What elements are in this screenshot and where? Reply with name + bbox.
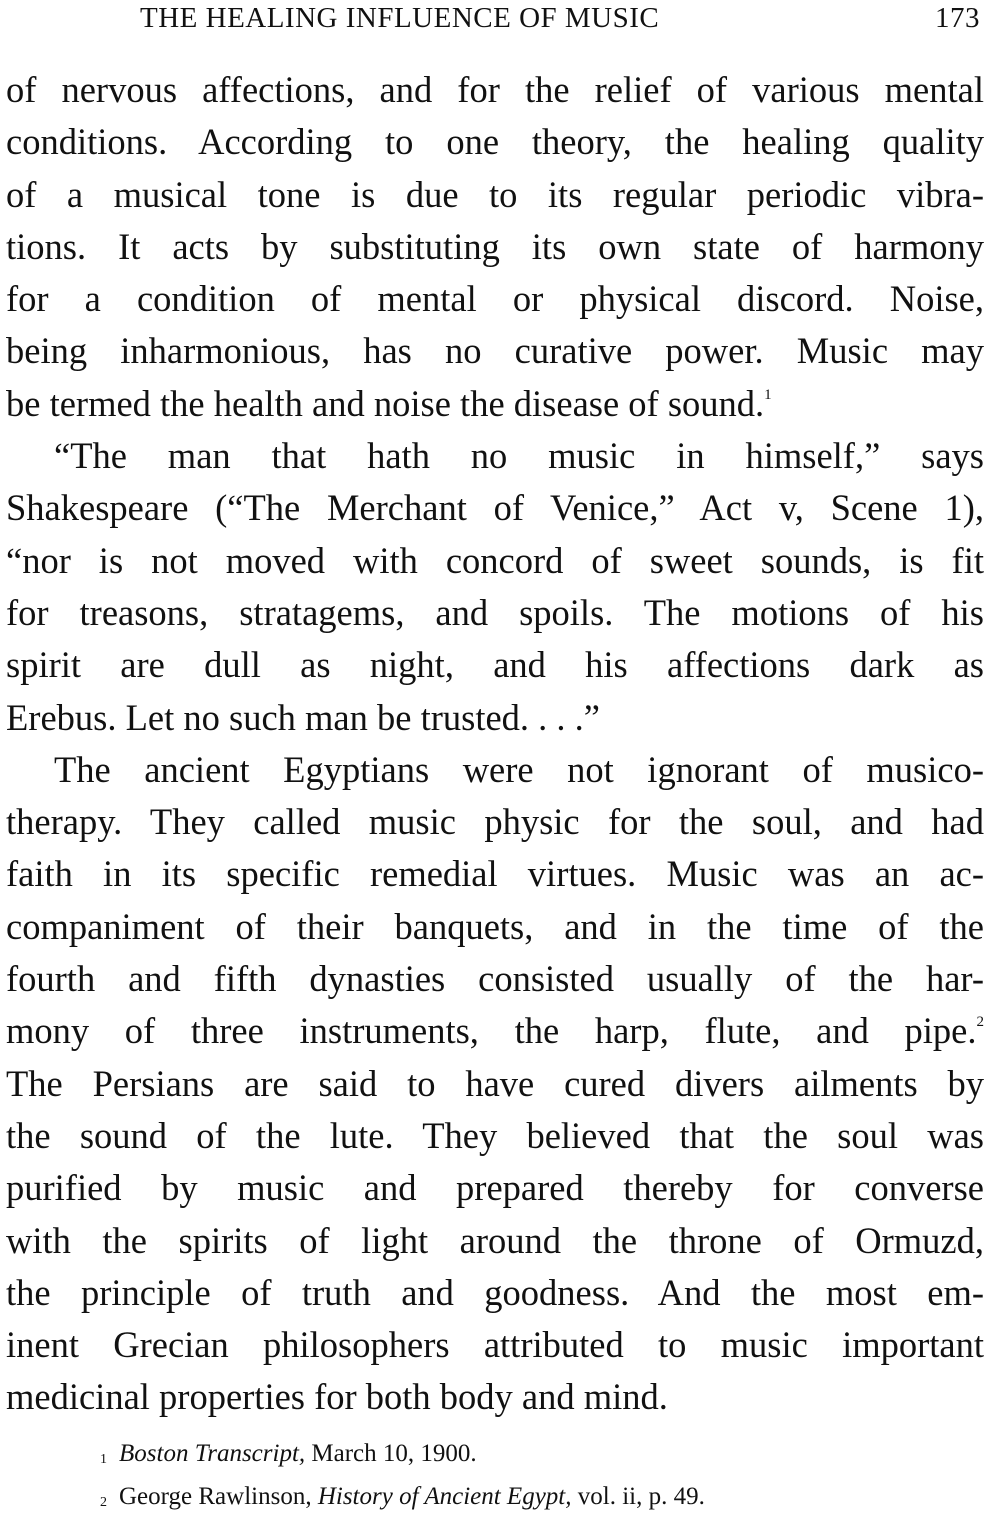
text-line: mony of three instruments, the harp, flute, and pipe.$^2$ (6, 1010, 984, 1052)
text-line: tions. It acts by substituting its own state of harmony (6, 225, 984, 267)
text-line: be termed the health and noise the disease of sound.$^1$ (6, 382, 772, 424)
text-line: of nervous affections, and for the relief of various mental (6, 69, 984, 110)
text-line: faith in its specific remedial virtues. Music was an ac- (6, 853, 984, 895)
running-head (0, 2, 980, 42)
text-line: companiment of their banquets, and in the time of the (6, 905, 984, 947)
footnote-detail: vol. ii, p. 49. (571, 1483, 705, 1510)
text-line: for treasons, stratagems, and spoils. The motions of his (6, 591, 984, 633)
text-line: medicinal properties for both body and mind. (6, 1376, 668, 1418)
body-text (6, 64, 984, 1424)
text-line: inent Grecian philosophers attributed to music important (6, 1324, 984, 1366)
page-number: 173 (935, 2, 980, 34)
text-line: Erebus. Let no such man be trusted. . . .” (6, 696, 600, 738)
text-line: for a condition of mental or physical discord. Noise, (6, 278, 984, 320)
text-line: “The man that hath no music in himself,” says (54, 435, 984, 477)
footnote-2 (100, 1475, 960, 1518)
footnote-mark: 2 (100, 1495, 107, 1510)
footnote-1 (100, 1432, 960, 1475)
text-line: spirit are dull as night, and his affections dark as (6, 644, 984, 686)
footnote-source-title: Boston Transcript, (119, 1440, 306, 1467)
text-line: therapy. They called music physic for the soul, and had (6, 801, 984, 843)
footnote-mark: 1 (100, 1452, 107, 1467)
text-line: being inharmonious, has no curative power. Music may (6, 330, 984, 372)
text-line: The Persians are said to have cured divers ailments by (6, 1062, 984, 1104)
text-line: with the spirits of light around the throne of Ormuzd, (6, 1219, 984, 1261)
footnotes (100, 1432, 960, 1518)
footnote-ref-1: 1 (764, 386, 772, 403)
running-title: THE HEALING INFLUENCE OF MUSIC (140, 2, 660, 34)
text-line: the principle of truth and goodness. And the most em- (6, 1271, 984, 1313)
text-line: conditions. According to one theory, the healing quality (6, 121, 984, 163)
text-line: The ancient Egyptians were not ignorant of musico- (54, 748, 984, 790)
text-line: purified by music and prepared thereby for converse (6, 1167, 984, 1209)
text-line: “nor is not moved with concord of sweet sounds, is fit (6, 539, 984, 581)
text-line: Shakespeare (“The Merchant of Venice,” Act v, Scene 1), (6, 487, 984, 529)
footnote-author: George Rawlinson, (119, 1483, 318, 1510)
text-line: fourth and fifth dynasties consisted usually of the har- (6, 958, 984, 1000)
footnote-detail: March 10, 1900. (305, 1440, 477, 1467)
text-line: of a musical tone is due to its regular periodic vibra- (6, 173, 984, 215)
footnote-ref-2: 2 (976, 1014, 984, 1031)
text-line: the sound of the lute. They believed that the soul was (6, 1114, 984, 1156)
footnote-source-title: History of Ancient Egypt, (317, 1483, 572, 1510)
